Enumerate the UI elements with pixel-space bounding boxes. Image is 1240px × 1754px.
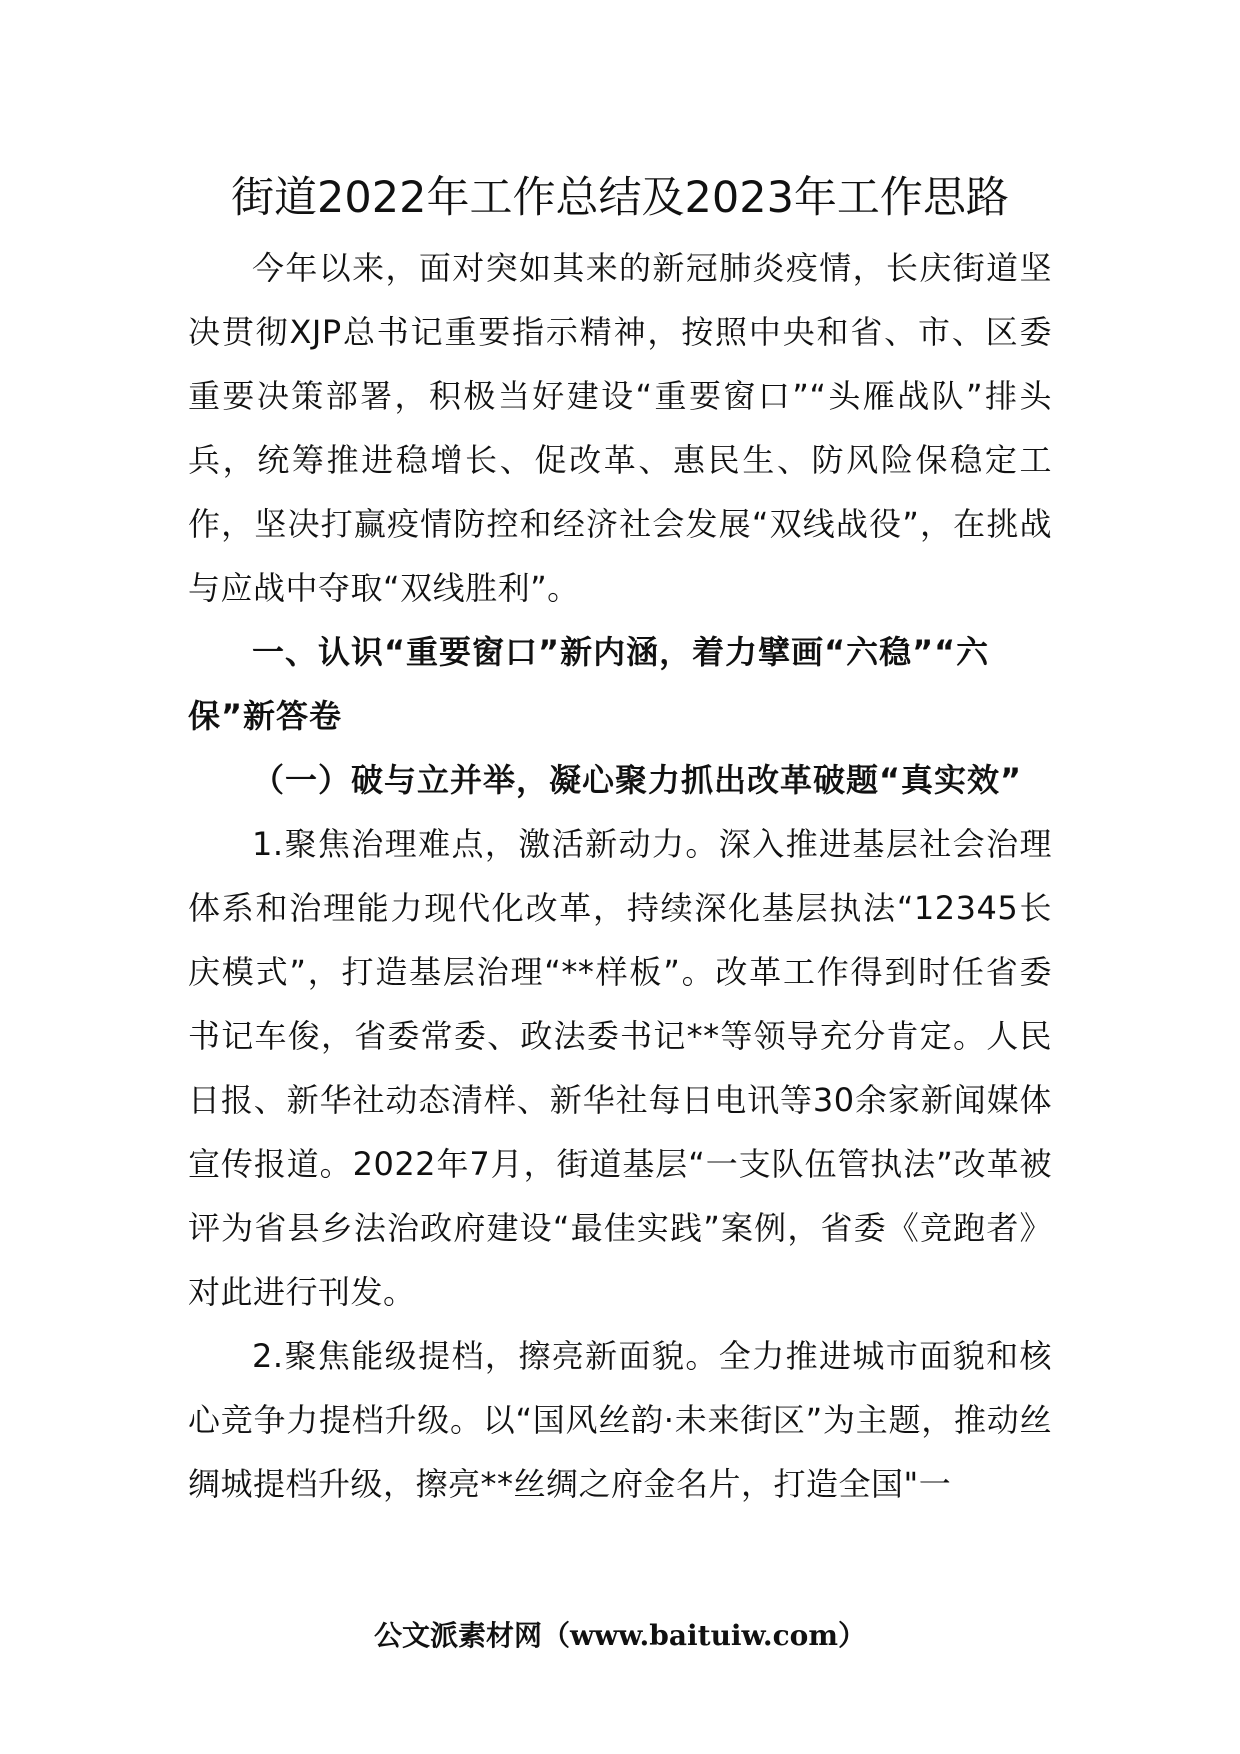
subsection-heading: （一）破与立并举，凝心聚力抓出改革破题“真实效”	[252, 761, 1023, 799]
body-paragraph-1: 1.聚焦治理难点，激活新动力。深入推进基层社会治理体系和治理能力现代化改革，持续深化基层执法“12345长庆模式”，打造基层治理“**样板”。改革工作得到时任省委书记车俊，省委常委、政法委书记**等领导充分肯定。人民日报、新华社动态清样、新华社每日电讯等30余家新闻媒体宣传报道。2022年7月，街道基层“一支队伍管执法”改革被评为省县乡法治政府建设“最佳实践”案例，省委《竞跑者》对此进行刊发。	[188, 825, 1052, 1311]
document-title: 街道2022年工作总结及2023年工作思路	[231, 173, 1009, 223]
document-body	[188, 236, 1052, 1516]
intro-paragraph: 今年以来，面对突如其来的新冠肺炎疫情，长庆街道坚决贯彻XJP总书记重要指示精神，按照中央和省、市、区委重要决策部署，积极当好建设“重要窗口”“头雁战队”排头兵，统筹推进稳增长、促改革、惠民生、防风险保稳定工作，坚决打赢疫情防控和经济社会发展“双线战役”，在挑战与应战中夺取“双线胜利”。	[188, 249, 1052, 607]
footer-watermark: 公文派素材网（www.baituiw.com）	[374, 1619, 866, 1652]
body-paragraph-2: 2.聚焦能级提档，擦亮新面貌。全力推进城市面貌和核心竞争力提档升级。以“国风丝韵·未来街区”为主题，推动丝绸城提档升级，擦亮**丝绸之府金名片，打造全国"一	[188, 1337, 1052, 1503]
section-heading: 一、认识“重要窗口”新内涵，着力擘画“六稳”“六保”新答卷	[188, 633, 990, 735]
